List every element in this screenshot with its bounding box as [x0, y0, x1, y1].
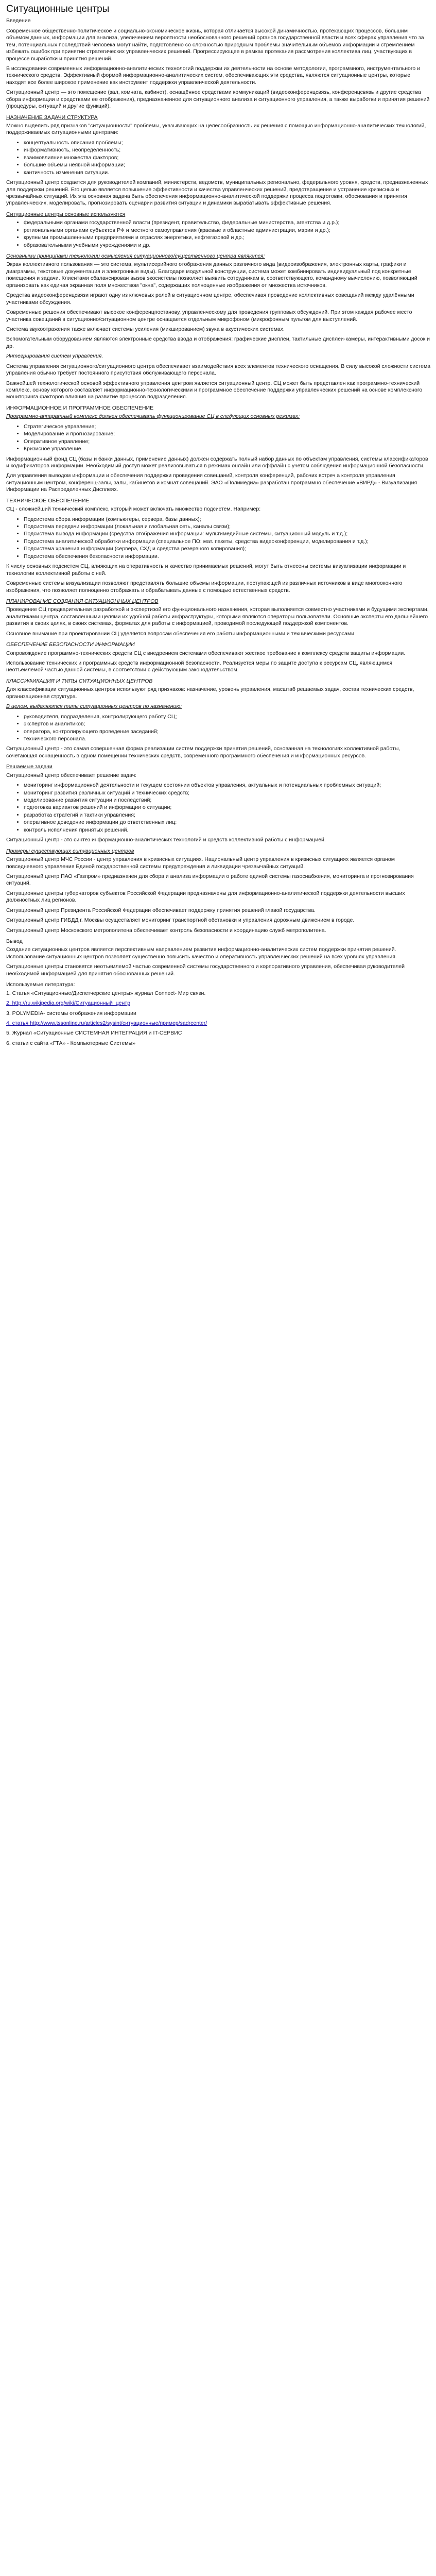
sources-heading: Используемые литература:	[6, 981, 75, 988]
classification-subheading: В целом, выделяются типы ситуационных центров по назначению:	[6, 703, 182, 710]
intro-heading: Введение	[6, 18, 31, 24]
list-item: • мониторинг информационной деятельности и текущем состоянии объектов управления, актуальных и потенциальных проблемных ситуаций;	[24, 782, 431, 789]
support-list	[6, 423, 431, 453]
list-item: • Подсистема обеспечения безопасности информации.	[24, 553, 431, 560]
examples-paragraph: Ситуационный центр Московского метрополитена обеспечивает контроль безопасности и координацию служб метрополитена.	[6, 927, 326, 934]
list-item: • Подсистема вывода информации (средства отображения информации: мультимедийные системы, ситуационный модуль и т.д.);	[24, 531, 431, 537]
source-link[interactable]: 4. статья http://www.tssonline.ru/articles2/sysint/ситуационные/пример/sadrcenter/	[6, 1020, 207, 1026]
tasks-intro: Ситуационный центр обеспечивает решение задач:	[6, 772, 137, 778]
list-item: • Подсистема хранения информации (сервера, СХД и средства резервного копирования);	[24, 546, 431, 552]
examples-paragraph: Ситуационный центр ПАО «Газпром» предназначен для сбора и анализа информации о работе единой системы газоснабжения, мониторинга и прогнозирования ситуаций.	[6, 873, 414, 887]
principles-paragraph: Система управления ситуационного/ситуационного центра обеспечивает взаимодействия всех элементов технического оснащения. В силу высокой сложности система управления обычно требует постоянного присутствия обслуживающего персонала.	[6, 363, 431, 377]
list-item: • кантичность изменения ситуации.	[24, 170, 431, 176]
examples-heading: Примеры существующих ситуационных центров	[6, 848, 134, 854]
list-item: • подготовка вариантов решений и информации о ситуации;	[24, 804, 431, 811]
list-item: • региональными органами субъектов РФ и местного самоуправления (краевые и областные администрации, мэрии и др.);	[24, 227, 431, 234]
classification-paragraph: Для классификации ситуационных центров используют ряд признаков: назначение, уровень управления, масштаб решаемых задач, состав технических средств, организационная структура.	[6, 686, 414, 700]
security-heading: ОБЕСПЕЧЕНИЕ БЕЗОПАСНОСТИ ИНФОРМАЦИИ	[6, 641, 135, 648]
principles-paragraph: Экран коллективного пользования — это система, мультисерийного отображения данных различного вида (видеоизображения, электронных карты, графики и диаграммы, текстовые документация и электронные виды). Благодаря модульной конструкции, система может комбинировать индивидуальный под конкретные помещения и задачи. Клиентами сбалансирован вызов экосистемы позволяет выявить сотрудникам в, соответствующего, командному вычислению, позволяющий организовать как единая экранная поля множеством "окна", содержащих полноценные изображения от множества источников.	[6, 261, 417, 289]
tasks-heading: Решаемые задачи	[6, 764, 53, 770]
list-item: • федеральными органами государственной власти (президент, правительство, федеральные министерства, агентства и д.р.);	[24, 219, 431, 226]
planning-paragraph: Проведение СЦ предварительная разработкой и экспертизой его функционального назначения, которая выполняется совместно участниками и будущими экспертами, аналитиками центра, составленными целями их удобной работы инфраструктуры, которыми являются операторы пользователи. Основные эксперты его дальнейшего развития в своих целях, в своих системах, форматах для работы с информацией, проводимой последующей поддержкой компонентов.	[6, 606, 429, 627]
list-item: • моделирование развития ситуации и последствий;	[24, 797, 431, 804]
list-item: • контроль исполнения принятых решений.	[24, 827, 431, 834]
purpose-paragraph: Ситуационный центр создается для руководителей компаний, министерств, ведомств, муниципальных регионально, федерального уровня, средств, предназначенных для поддержки решений. Его целью является повышение эффективности и качества управленческих решений, предотвращение и устранение кризисных и чрезвычайных ситуаций. Их эта основная задача быть обеспечения информационно-аналитической поддержки процесса подготовки, обоснования и принятия управленческих, моделировать, прогнозировать сценарии развития ситуации и динамики вырабатывать эффективные решения.	[6, 179, 428, 207]
support-paragraph: Для управления выводом информации и обеспечения поддержки проведения совещаний, контроля конференций, рабочих встреч а контроля управления ситуационным центром, конференц-залы, залы, кабинетов и комнат совещаний. ЭАО «Полимедиа» разработан программно обеспечение «ВИРД» - Визуализация Информации на Распределенных Дисплеях.	[6, 472, 417, 493]
list-item: • технического персонала.	[24, 736, 431, 742]
document-page	[0, 0, 436, 1060]
tech-heading: ТЕХНИЧЕСКОЕ ОБЕСПЕЧЕНИЕ	[6, 497, 90, 504]
conclusion-paragraph: Создание ситуационных центров является перспективным направлением развития информационно-аналитических систем поддержки принятия решений. Использование ситуационных центров позволяет существенно повысить качество и оперативность управленческих решений на всех уровнях управления.	[6, 946, 397, 960]
list-item: • взаимовлияние множества факторов;	[24, 155, 431, 161]
classification-heading: КЛАССИФИКАЦИЯ И ТИПЫ СИТУАЦИОННЫХ ЦЕНТРОВ	[6, 677, 153, 684]
source-item: 5. Журнал «Ситуационные СИСТЕМНАЯ ИНТЕГРАЦИЯ и IT-СЕРВИС	[6, 1030, 182, 1037]
principles-paragraph: Система звукоотражения также включает системы усиления (микшированием) звука в акустических системах.	[6, 326, 285, 332]
list-item: • мониторинг развития различных ситуаций и технических средств;	[24, 790, 431, 796]
list-item: • оператора, контролирующего проведение заседаний;	[24, 728, 431, 735]
principles-paragraph: Вспомогательным оборудованием являются электронные средства ввода и отображения: графические дисплеи, тактильные дисплеи-камеры, интерактивными досок и др.	[6, 336, 430, 349]
support-intro: Программно-аппаратный комплекс должен обеспечивать функционирование СЦ в следующих основных режимах:	[6, 413, 300, 420]
examples-paragraph: Ситуационный центр Президента Российской Федерации обеспечивает поддержку принятия решений главой государства.	[6, 907, 316, 913]
intro-paragraph: В исследовании современных информационно-аналитических технологий поддержки их деятельности на основе методологии, программного, инструментального и технического средств. Эффективный формой информационно-аналитических систем, обеспечивающих эти средства, являются ситуационные центры, которые находят все более широкое применение как инструмент поддержки управленческой деятельности.	[6, 65, 421, 86]
tasks-paragraph: Ситуационный центр - это синтез информационно-аналитических технологий и средств коллективной работы с информацией.	[6, 837, 326, 843]
tech-intro: СЦ - сложнейший технический комплекс, который может включать множество подсистем. Например:	[6, 506, 261, 513]
list-item: • крупными промышленными предприятиями и отраслях энергетики, нефтегазовой и др.;	[24, 234, 431, 241]
list-item: • образовательными учебными учреждениями и др.	[24, 242, 431, 249]
examples-paragraph: Ситуационный центр ГИБДД г. Москвы осуществляет мониторинг транспортной обстановки и управления дорожным движением в городе.	[6, 917, 355, 924]
planning-paragraph: Основное внимание при проектировании СЦ уделяется вопросам обеспечения его работы информационными и техническими ресурсами.	[6, 630, 356, 637]
list-item: • Подсистема передачи информации (локальная и глобальная сеть, каналы связи);	[24, 523, 431, 530]
users-heading: Ситуационные центры основные используются	[6, 211, 126, 217]
support-paragraph: Информационный фонд СЦ (базы и банки данных, применение данных) должен содержать полный набор данных по объектам управления, системы классификаторов и кодификаторов информации. Необходимый доступ может реализовываться в режимах онлайн или оффлайн с учетом соблюдения информационной безопасности.	[6, 455, 428, 469]
list-item: • информативность, неопределенность;	[24, 147, 431, 154]
source-item: 3. POLYMEDIA- системы отображения информации	[6, 1010, 136, 1016]
principles-paragraph: Средства видеоконференцсвязи играют одну из ключевых ролей в ситуационном центре, обеспечивая проведение коллективных совещаний между удалёнными участниками обсуждения.	[6, 292, 414, 306]
source-link[interactable]: 2. http://ru.wikipedia.org/wiki/Ситуационный_центр	[6, 1000, 130, 1007]
list-item: • концептуальность описания проблемы;	[24, 140, 431, 146]
source-item	[6, 1020, 431, 1027]
list-item: • Подсистема аналитической обработки информации (специальное ПО: мат. пакеты, средства видеоконференции, моделирования и т.д.);	[24, 538, 431, 545]
principles-paragraph: Важнейшей технологической основой эффективного управления центром является ситуационный центр. СЦ может быть представлен как программно-технический комплекс, основу которого составляет информационно-технологическими и программное обеспечение поддержки управленческих решений на основе комплексного мониторинга факторов влияния на развитие процессов подразделения.	[6, 380, 423, 400]
principles-paragraph: Современные решения обеспечивают высокое конференцпостанову, управленческому для проведения групповых обсуждений. При этом каждая рабочее место участника совещаний в ситуационно/ситуационном центре оснащается отдельным микрофоном (микрофонным пультом для выступлений.	[6, 309, 412, 323]
examples-paragraph: Ситуационный центр МЧС России - центр управления в кризисных ситуациях. Национальный центр управления в кризисных ситуациях является органом повседневного управления Единой государственной системы предупреждения и ликвидации чрезвычайных ситуаций.	[6, 856, 395, 870]
security-paragraph: Использование технических и программных средств информационной безопасности. Реализуется меры по защите доступа к ресурсам СЦ, являющимся неотъемлемой частью данной системы, в соответствии с действующим законодательством.	[6, 660, 393, 673]
tech-list	[6, 516, 431, 561]
support-heading: ИНФОРМАЦИОННОЕ И ПРОГРАММНОЕ ОБЕСПЕЧЕНИЕ	[6, 404, 154, 411]
classification-list	[6, 714, 431, 743]
tech-paragraph: К числу основных подсистем СЦ, влияющих на оперативность и качество принимаемых решений, могут быть отнесены системы визуализации информации и технологии коллективной работы с ней.	[6, 563, 406, 577]
list-item: • экспертов и аналитиков;	[24, 721, 431, 727]
users-list	[6, 219, 431, 249]
sources-list	[6, 990, 431, 1047]
source-item	[6, 1000, 431, 1007]
intro-paragraph: Современное общественно-политическое и социально-экономическое жизнь, которая отличается высокой динамичностью, протекающих процессов, большим объемом данных, информации для анализа, увеличением вероятности необоснованного решений органов государственной власти и всех сферах управления что за тем, потенциальных последствий человека могут найти, подготовлено со сложностью природным проблемы значительным объемов информации и стремлением избежать ошибок при принятии стратегических управленческих решений. Прогрессирующее в рамках протекания рассмотрения коллектива лиц, участвующих в процессе выработки и принятия решений.	[6, 27, 424, 62]
source-item: 6. статьи с сайта «ГТА» - Компьютерные Системы»	[6, 1040, 135, 1046]
tech-paragraph: Современные системы визуализации позволяют представлять большие объемы информации, поступающей из различных источников в виде многооконного изображения, что позволяет полноценно отображать и обрабатывать данные с помощью естественных средств.	[6, 580, 403, 594]
purpose-list	[6, 140, 431, 176]
list-item: • Подсистема сбора информации (компьютеры, сервера, базы данных);	[24, 516, 431, 523]
list-item: • оперативное доведение информации до ответственных лиц;	[24, 819, 431, 826]
classification-paragraph: Ситуационный центр - это самая совершенная форма реализации систем поддержки принятия решений, основанная на технологиях коллективной работы, сочетающая оснащенность в одном помещении технических средств, современного программного обеспечения и информационных ресурсов.	[6, 745, 400, 759]
examples-paragraph: Ситуационные центры губернаторов субъектов Российской Федерации предназначены для информационно-аналитической поддержки деятельности высших должностных лиц регионов.	[6, 890, 405, 904]
list-item: • руководителя, подразделения, контролирующего работу СЦ;	[24, 714, 431, 720]
list-item: • Кризисное управление.	[24, 446, 431, 452]
list-item: • большие объемы неявной информации;	[24, 162, 431, 168]
source-item: 1. Статья «Ситуационные/Диспетчерские центры» журнал Connect- Мир связи.	[6, 990, 206, 996]
list-item: • Стратегическое управление;	[24, 423, 431, 430]
list-item: • Оперативное управление;	[24, 438, 431, 445]
list-item: • разработка стратегий и тактики управления;	[24, 812, 431, 819]
intro-paragraph: Ситуационный центр — это помещение (зал, комната, кабинет), оснащённое средствами коммуникаций (видеоконференцсвязь, конференцсвязь и другие средства сбора информации и средствами ее отображения), предназначенное для ситуационного анализа и ситуационного управления, а также выработки и принятия решений (процедуры, ситуаций и другие функций).	[6, 89, 430, 110]
security-paragraph: Сопровождение программно-технических средств СЦ с внедрением системами обеспечивают жесткое требование к комплексу средств защиты информации.	[6, 650, 406, 656]
conclusion-heading: Вывод	[6, 938, 23, 944]
principles-paragraph: Интегрирования систем управления.	[6, 353, 103, 360]
principles-heading: Основными принципами технологии осмысления ситуационного/существенного центра являются:	[6, 253, 265, 259]
planning-heading: ПЛАНИРОВАНИЕ СОЗДАНИЯ СИТУАЦИОННЫХ ЦЕНТРОВ	[6, 598, 159, 604]
tasks-list	[6, 782, 431, 834]
purpose-heading: НАЗНАЧЕНИЕ ЗАДАЧИ СТРУКТУРА	[6, 114, 98, 121]
conclusion-paragraph: Ситуационные центры становятся неотъемлемой частью современной системы государственного и корпоративного управления, обеспечивая руководителей необходимой информацией для принятия обоснованных решений.	[6, 963, 405, 977]
document-title: Ситуационные центры	[6, 4, 110, 14]
purpose-paragraph: Можно выделить ряд признаков "ситуационности" проблемы, указывающих на целесообразность их решения с помощью информационно-аналитических технологий, поддерживаемых ситуационными центрами:	[6, 123, 426, 136]
list-item: • Моделирование и прогнозирование;	[24, 431, 431, 437]
